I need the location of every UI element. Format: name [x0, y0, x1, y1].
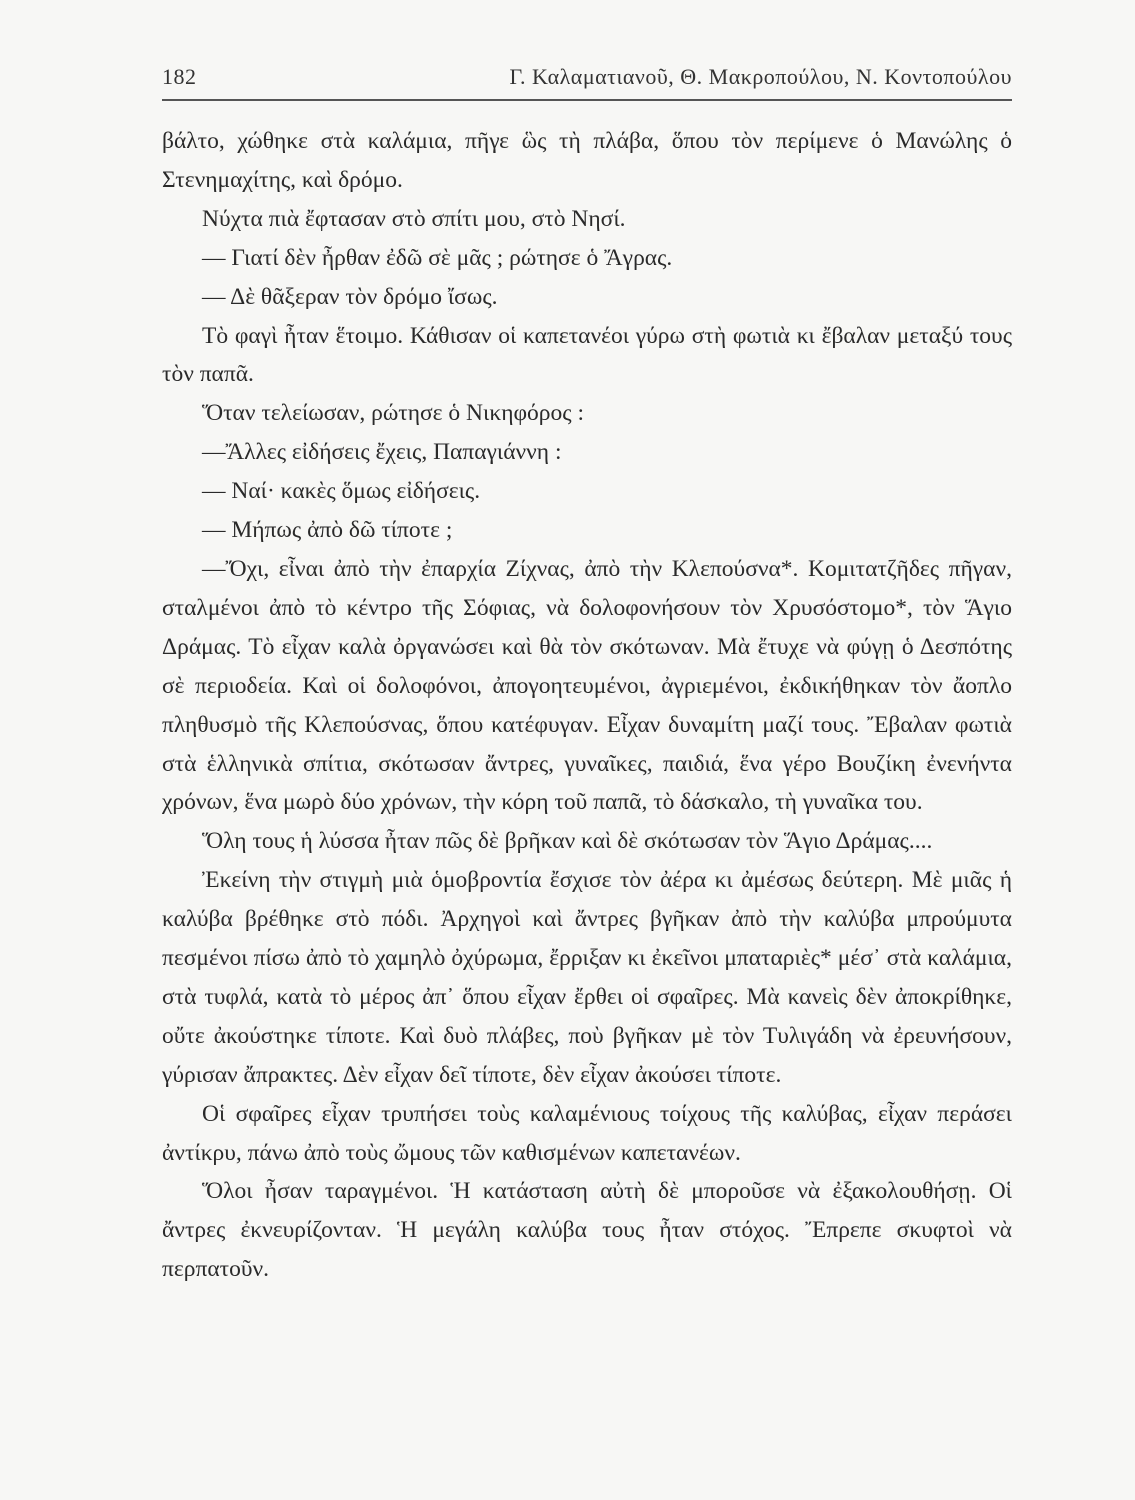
running-header — [162, 64, 1012, 90]
header-rule — [162, 99, 1012, 101]
paragraph: Ὅταν τελείωσαν, ρώτησε ὁ Νικηφόρος : — [202, 400, 584, 427]
body-text — [162, 122, 1012, 1289]
paragraph: — Ναί· κακὲς ὅμως εἰδήσεις. — [202, 478, 481, 505]
paragraph: Νύχτα πιὰ ἔφτασαν στὸ σπίτι μου, στὸ Νησί. — [202, 205, 626, 232]
running-title: Γ. Καλαματιανοῦ, Θ. Μακροπούλου, Ν. Κοντοπούλου — [509, 64, 1012, 89]
paragraph: Ἐκείνη τὴν στιγμὴ μιὰ ὁμοβροντία ἔσχισε τὸν ἀέρα κι ἀμέσως δεύτερη. Μὲ μιᾶς ἡ καλύβα βρέθηκε στὸ πόδι. Ἀρχηγοὶ καὶ ἄντρες βγῆκαν ἀπὸ τὴν καλύβα μπρούμυτα πεσμένοι πίσω ἀπὸ τὸ χαμηλὸ ὀχύρωμα, ἔρριξαν κι ἐκεῖνοι μπαταριὲς* μέσ᾽ στὰ καλάμια, στὰ τυφλά, κατὰ τὸ μέρος ἀπ᾽ ὅπου εἶχαν ἔρθει οἱ σφαῖρες. Μὰ κανεὶς δὲν ἀποκρίθηκε, οὔτε ἀκούστηκε τίποτε. Καὶ δυὸ πλάβες, ποὺ βγῆκαν μὲ τὸν Τυλιγάδη νὰ ἐρευνήσουν, γύρισαν ἄπρακτες. Δὲν εἶχαν δεῖ τίποτε, δὲν εἶχαν ἀκούσει τίποτε. — [162, 867, 1012, 1088]
paragraph: — Δὲ θᾶξεραν τὸν δρόμο ἴσως. — [202, 283, 498, 310]
paragraph: βάλτο, χώθηκε στὰ καλάμια, πῆγε ὣς τὴ πλάβα, ὅπου τὸν περίμενε ὁ Μανώλης ὁ Στενημαχίτης, καὶ δρόμο. — [162, 128, 1012, 193]
paragraph: — Μήπως ἀπὸ δῶ τίποτε ; — [202, 517, 453, 544]
paragraph: — Γιατί δὲν ἦρθαν ἐδῶ σὲ μᾶς ; ρώτησε ὁ Ἄγρας. — [202, 244, 673, 271]
page-number: 182 — [162, 64, 197, 89]
paragraph: Ὅλη τους ἡ λύσσα ἦταν πῶς δὲ βρῆκαν καὶ δὲ σκότωσαν τὸν Ἅγιο Δράμας.... — [202, 828, 933, 855]
paragraph: —Ὄχι, εἶναι ἀπὸ τὴν ἐπαρχία Ζίχνας, ἀπὸ τὴν Κλεπούσνα*. Κομιτατζῆδες πῆγαν, σταλμένοι ἀπὸ τὸ κέντρο τῆς Σόφιας, νὰ δολοφονήσουν τὸν Χρυσόστομο*, τὸν Ἅγιο Δράμας. Τὸ εἶχαν καλὰ ὀργανώσει καὶ θὰ τὸν σκότωναν. Μὰ ἔτυχε νὰ φύγῃ ὁ Δεσπότης σὲ περιοδεία. Καὶ οἱ δολοφόνοι, ἀπογοητευμένοι, ἀγριεμένοι, ἐκδικήθηκαν τὸν ἄοπλο πληθυσμὸ τῆς Κλεπούσνας, ὅπου κατέφυγαν. Εἶχαν δυναμίτη μαζί τους. Ἔβαλαν φωτιὰ στὰ ἑλληνικὰ σπίτια, σκότωσαν ἄντρες, γυναῖκες, παιδιά, ἕνα γέρο Βουζίκη ἐνενήντα χρόνων, ἕνα μωρὸ δύο χρόνων, τὴν κόρη τοῦ παπᾶ, τὸ δάσκαλο, τὴ γυναῖκα του. — [162, 555, 1012, 816]
paragraph: Ὅλοι ἦσαν ταραγμένοι. Ἡ κατάσταση αὐτὴ δὲ μποροῦσε νὰ ἐξακολουθήσῃ. Οἱ ἄντρες ἐκνευρίζονταν. Ἡ μεγάλη καλύβα τους ἦταν στόχος. Ἔπρεπε σκυφτοὶ νὰ περπατοῦν. — [162, 1178, 1012, 1283]
paragraph: Τὸ φαγὶ ἦταν ἕτοιμο. Κάθισαν οἱ καπετανέοι γύρω στὴ φωτιὰ κι ἔβαλαν μεταξύ τους τὸν παπᾶ. — [162, 322, 1012, 388]
paragraph: Οἱ σφαῖρες εἶχαν τρυπήσει τοὺς καλαμένιους τοίχους τῆς καλύβας, εἶχαν περάσει ἀντίκρυ, πάνω ἀπὸ τοὺς ὤμους τῶν καθισμένων καπετανέων. — [162, 1100, 1012, 1166]
paragraph: —Ἄλλες εἰδήσεις ἔχεις, Παπαγιάννη : — [202, 439, 562, 466]
